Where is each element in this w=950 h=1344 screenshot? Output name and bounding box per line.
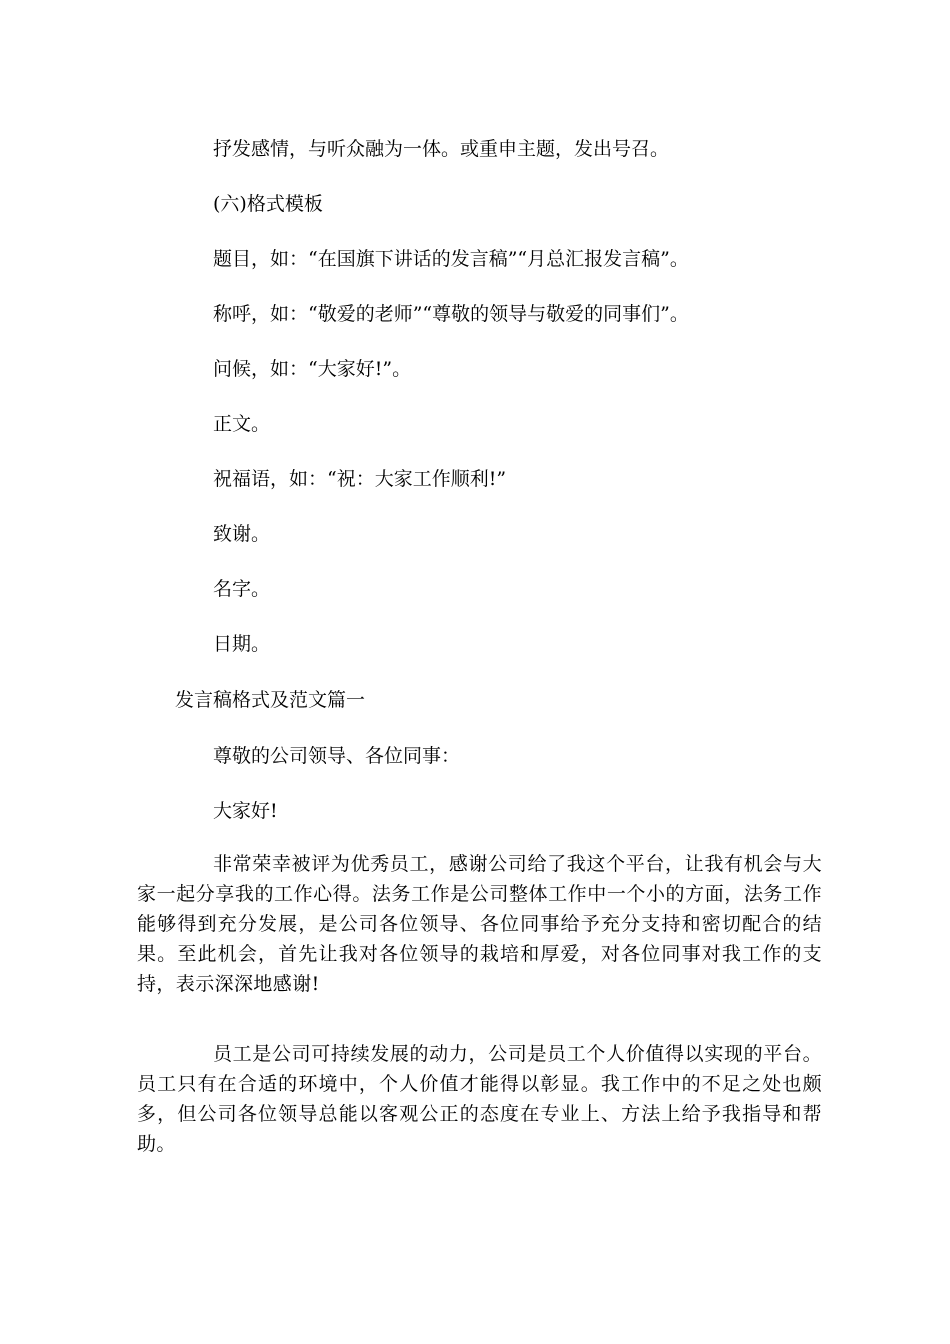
subheading-format-template: (六)格式模板 xyxy=(213,193,323,215)
text-line-blessing: 祝福语，如：“祝：大家工作顺利!” xyxy=(213,468,507,490)
text-line-conclusion: 抒发感情，与听众融为一体。或重申主题，发出号召。 xyxy=(213,138,670,160)
body-paragraph-1: 非常荣幸被评为优秀员工，感谢公司给了我这个平台，让我有机会与大家一起分享我的工作心得。法务工作是公司整体工作中一个小的方面，法务工作能够得到充分发展，是公司各位领导、各位同事给予充分支持和密切配合的结果。至此机会，首先让我对各位领导的栽培和厚爱，对各位同事对我工作的支持，表示深深地感谢! xyxy=(137,853,822,995)
section-title: 发言稿格式及范文篇一 xyxy=(175,689,366,711)
body-paragraph-2: 员工是公司可持续发展的动力，公司是员工个人价值得以实现的平台。员工只有在合适的环境中，个人价值才能得以彰显。我工作中的不足之处也颇多，但公司各位领导总能以客观公正的态度在专业上、方法上给予我指导和帮助。 xyxy=(137,1043,822,1155)
text-line-title: 题目，如：“在国旗下讲话的发言稿”“月总汇报发言稿”。 xyxy=(213,248,689,270)
text-line-thanks: 致谢。 xyxy=(213,523,271,545)
text-line-name: 名字。 xyxy=(213,578,271,600)
greeting: 大家好! xyxy=(213,800,278,822)
salutation: 尊敬的公司领导、各位同事： xyxy=(213,745,461,767)
text-line-body: 正文。 xyxy=(213,413,271,435)
text-line-date: 日期。 xyxy=(213,633,271,655)
text-line-address: 称呼，如：“敬爱的老师”“尊敬的领导与敬爱的同事们”。 xyxy=(213,303,689,325)
text-line-greeting-example: 问候，如：“大家好!”。 xyxy=(213,358,412,380)
